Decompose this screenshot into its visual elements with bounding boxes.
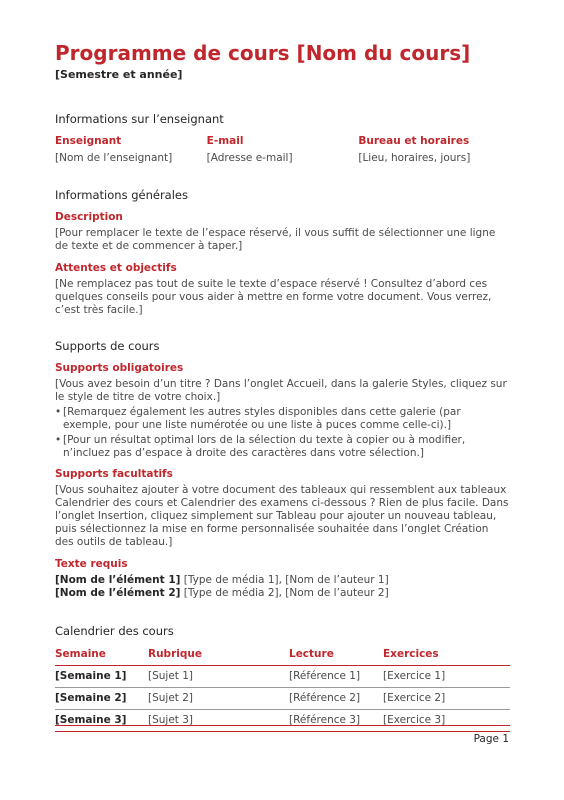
- required-text-item[interactable]: [55, 574, 510, 587]
- description-text[interactable]: [Pour remplacer le texte de l’espace réservé, il vous suffit de sélectionner une ligne de texte et de commencer à taper.]: [55, 227, 496, 252]
- bullet-text: [Remarquez également les autres styles disponibles dans cette galerie (par exemple, pour une liste numérotée ou une liste à puces comme celle-ci).]: [63, 406, 461, 431]
- expectations-text[interactable]: [Ne remplacez pas tout de suite le texte d’espace réservé ! Consultez d’abord ces quelques conseils pour vous aider à mettre en forme votre document. Vous verrez, c’est très facile.]: [55, 278, 492, 316]
- table-cell[interactable]: [Référence 3]: [289, 710, 383, 732]
- instructor-email-block: [207, 135, 359, 165]
- materials-bullet-list: [55, 406, 510, 460]
- instructor-email-value[interactable]: [Adresse e-mail]: [206, 152, 293, 164]
- table-row: [55, 666, 510, 688]
- required-text-details: [Type de média 1], [Nom de l’auteur 1]: [180, 574, 389, 586]
- instructor-name-value[interactable]: [Nom de l’enseignant]: [55, 152, 173, 164]
- instructor-office-label[interactable]: Bureau et horaires: [358, 135, 470, 147]
- materials-heading[interactable]: Supports de cours: [55, 339, 160, 353]
- table-cell[interactable]: [Référence 2]: [289, 688, 383, 710]
- table-cell[interactable]: [Exercice 2]: [383, 688, 510, 710]
- instructor-name-label[interactable]: Enseignant: [55, 135, 122, 147]
- instructor-heading[interactable]: Informations sur l’enseignant: [55, 112, 224, 126]
- table-row: [55, 710, 510, 732]
- bullet-icon: •: [55, 434, 62, 446]
- description-label[interactable]: Description: [55, 211, 123, 223]
- page-number: Page 1: [473, 733, 509, 745]
- required-text-title: [Nom de l’élément 1]: [55, 574, 181, 586]
- bullet-text: [Pour un résultat optimal lors de la sélection du texte à copier ou à modifier, n’incluez pas d’espace à droite des caractères dans votre sélection.]: [63, 434, 466, 459]
- table-cell[interactable]: [Semaine 1]: [55, 666, 148, 688]
- table-cell[interactable]: [Semaine 3]: [55, 710, 148, 732]
- optional-materials-label[interactable]: Supports facultatifs: [55, 468, 173, 480]
- table-row: [55, 688, 510, 710]
- bullet-icon: •: [55, 406, 62, 418]
- document-page: [55, 40, 510, 732]
- column-header-exercises[interactable]: Exercices: [383, 645, 510, 666]
- footer-divider: [55, 725, 510, 726]
- schedule-heading[interactable]: Calendrier des cours: [55, 624, 174, 638]
- required-text-item[interactable]: [55, 587, 510, 600]
- column-header-week[interactable]: Semaine: [55, 645, 148, 666]
- instructor-email-label[interactable]: E-mail: [206, 135, 244, 147]
- required-text-details: [Type de média 2], [Nom de l’auteur 2]: [180, 587, 389, 599]
- table-cell[interactable]: [Semaine 2]: [55, 688, 148, 710]
- column-header-topic[interactable]: Rubrique: [148, 645, 289, 666]
- list-item[interactable]: [55, 434, 510, 460]
- instructor-office-value[interactable]: [Lieu, horaires, jours]: [358, 152, 471, 164]
- required-texts-label[interactable]: Texte requis: [55, 558, 128, 570]
- general-heading[interactable]: Informations générales: [55, 188, 188, 202]
- column-header-reading[interactable]: Lecture: [289, 645, 383, 666]
- instructor-office-block: [358, 135, 510, 165]
- required-text-title: [Nom de l’élément 2]: [55, 587, 181, 599]
- required-materials-label[interactable]: Supports obligatoires: [55, 362, 184, 374]
- table-cell[interactable]: [Référence 1]: [289, 666, 383, 688]
- table-cell[interactable]: [Sujet 3]: [148, 710, 289, 732]
- required-materials-text[interactable]: [Vous avez besoin d’un titre ? Dans l’onglet Accueil, dans la galerie Styles, cliquez sur le style de titre de votre choix.]: [55, 378, 507, 403]
- document-title[interactable]: Programme de cours [Nom du cours]: [55, 41, 471, 65]
- document-subtitle[interactable]: [Semestre et année]: [55, 68, 183, 81]
- table-cell[interactable]: [Exercice 3]: [383, 710, 510, 732]
- optional-materials-text[interactable]: [Vous souhaitez ajouter à votre document des tableaux qui ressemblent aux tableaux Calendrier des cours et Calendrier des examens ci-dessous ? Rien de plus facile. Dans l’onglet Insertion, cliquez simplement sur Tableau pour ajouter un nouveau tableau, puis sélectionnez la mise en forme personnalisée souhaitée dans l’onglet Création des outils de tableau.]: [55, 484, 509, 548]
- table-cell[interactable]: [Exercice 1]: [383, 666, 510, 688]
- instructor-info: [55, 135, 510, 165]
- schedule-table: [55, 645, 510, 732]
- list-item[interactable]: [55, 406, 510, 432]
- table-cell[interactable]: [Sujet 1]: [148, 666, 289, 688]
- instructor-name-block: [55, 135, 207, 165]
- expectations-label[interactable]: Attentes et objectifs: [55, 262, 177, 274]
- table-header-row: [55, 645, 510, 666]
- table-cell[interactable]: [Sujet 2]: [148, 688, 289, 710]
